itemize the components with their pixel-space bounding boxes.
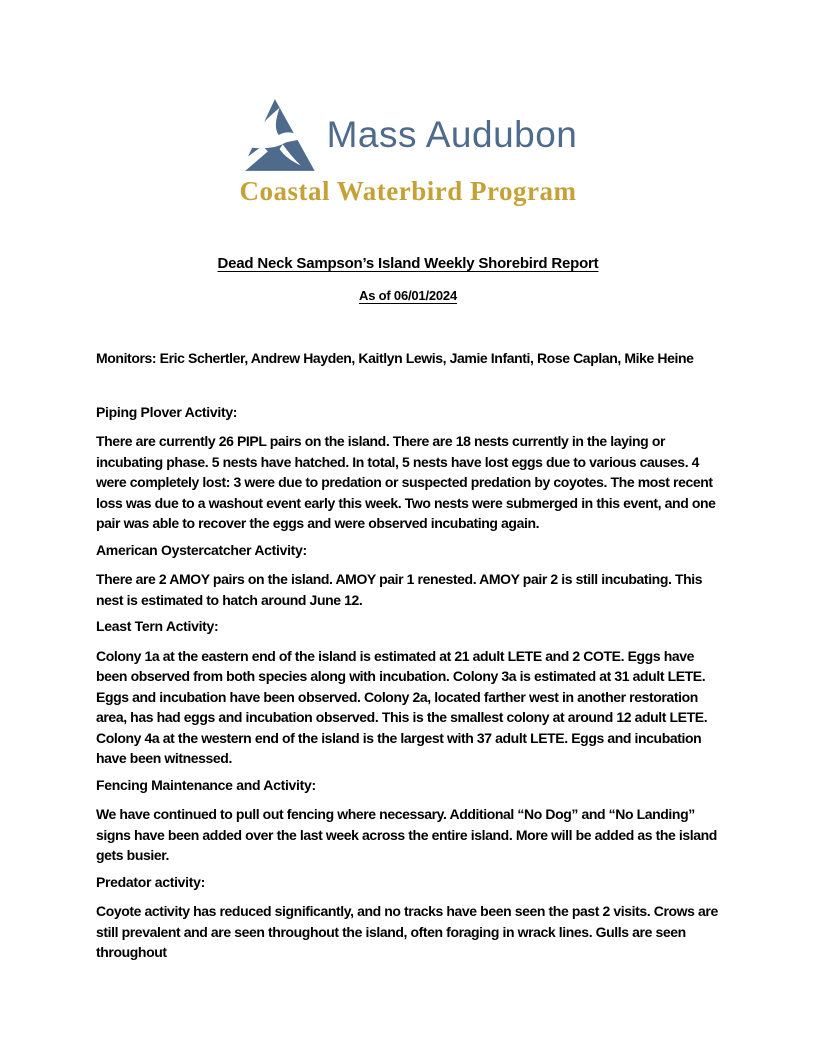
tern-in-triangle-icon xyxy=(239,95,317,175)
program-name: Coastal Waterbird Program xyxy=(239,176,577,206)
report-title: Dead Neck Sampson’s Island Weekly Shorebird Report xyxy=(217,255,599,272)
report-date: As of 06/01/2024 xyxy=(359,288,457,303)
section-predator xyxy=(96,872,720,963)
section-heading: American Oystercatcher Activity: xyxy=(96,541,307,558)
section-body: There are 2 AMOY pairs on the island. AMOY pair 1 renested. AMOY pair 2 is still incubating. This nest is estimated to hatch around June 12. xyxy=(96,571,703,608)
logo xyxy=(96,95,720,207)
section-body: Coyote activity has reduced significantly, and no tracks have been seen the past 2 visits. Crows are still prevalent and are seen throughout the island, often foraging in wrack lines. Gulls are seen throughout xyxy=(96,903,718,960)
section-heading: Fencing Maintenance and Activity: xyxy=(96,776,316,793)
section-heading: Predator activity: xyxy=(96,873,205,890)
section-heading: Piping Plover Activity: xyxy=(96,403,238,420)
section-body: Colony 1a at the eastern end of the island is estimated at 21 adult LETE and 2 COTE. Eggs have been observed from both species along with incubation. Colony 3a is estimated at 31 adult LETE. Eggs and incubation have been observed. Colony 2a, located farther west in another restoration area, has had eggs and incubation observed. This is the smallest colony at around 12 adult LETE. Colony 4a at the western end of the island is the largest with 37 adult LETE. Eggs and incubation have been witnessed. xyxy=(96,647,708,766)
section-fencing xyxy=(96,775,720,866)
section-least-tern xyxy=(96,616,720,769)
section-piping-plover xyxy=(96,402,720,534)
monitors-line: Monitors: Eric Schertler, Andrew Hayden, Kaitlyn Lewis, Jamie Infanti, Rose Caplan, Mike Heine xyxy=(96,350,694,366)
section-body: We have continued to pull out fencing where necessary. Additional “No Dog” and “No Landing” signs have been added over the last week across the entire island. More will be added as the island gets busier. xyxy=(96,806,717,863)
brand-name: Mass Audubon xyxy=(326,114,578,155)
section-heading: Least Tern Activity: xyxy=(96,618,219,634)
section-body: There are currently 26 PIPL pairs on the island. There are 18 nests currently in the laying or incubating phase. 5 nests have hatched. In total, 5 nests have lost eggs due to various causes. 4 were completely lost: 3 were due to predation or suspected predation by coyotes. The most recent loss was due to a washout event early this week. Two nests were submerged in this event, and one pair was able to recover the eggs and were observed incubating again. xyxy=(96,433,716,531)
section-american-oystercatcher xyxy=(96,540,720,611)
logo-row xyxy=(239,95,578,175)
